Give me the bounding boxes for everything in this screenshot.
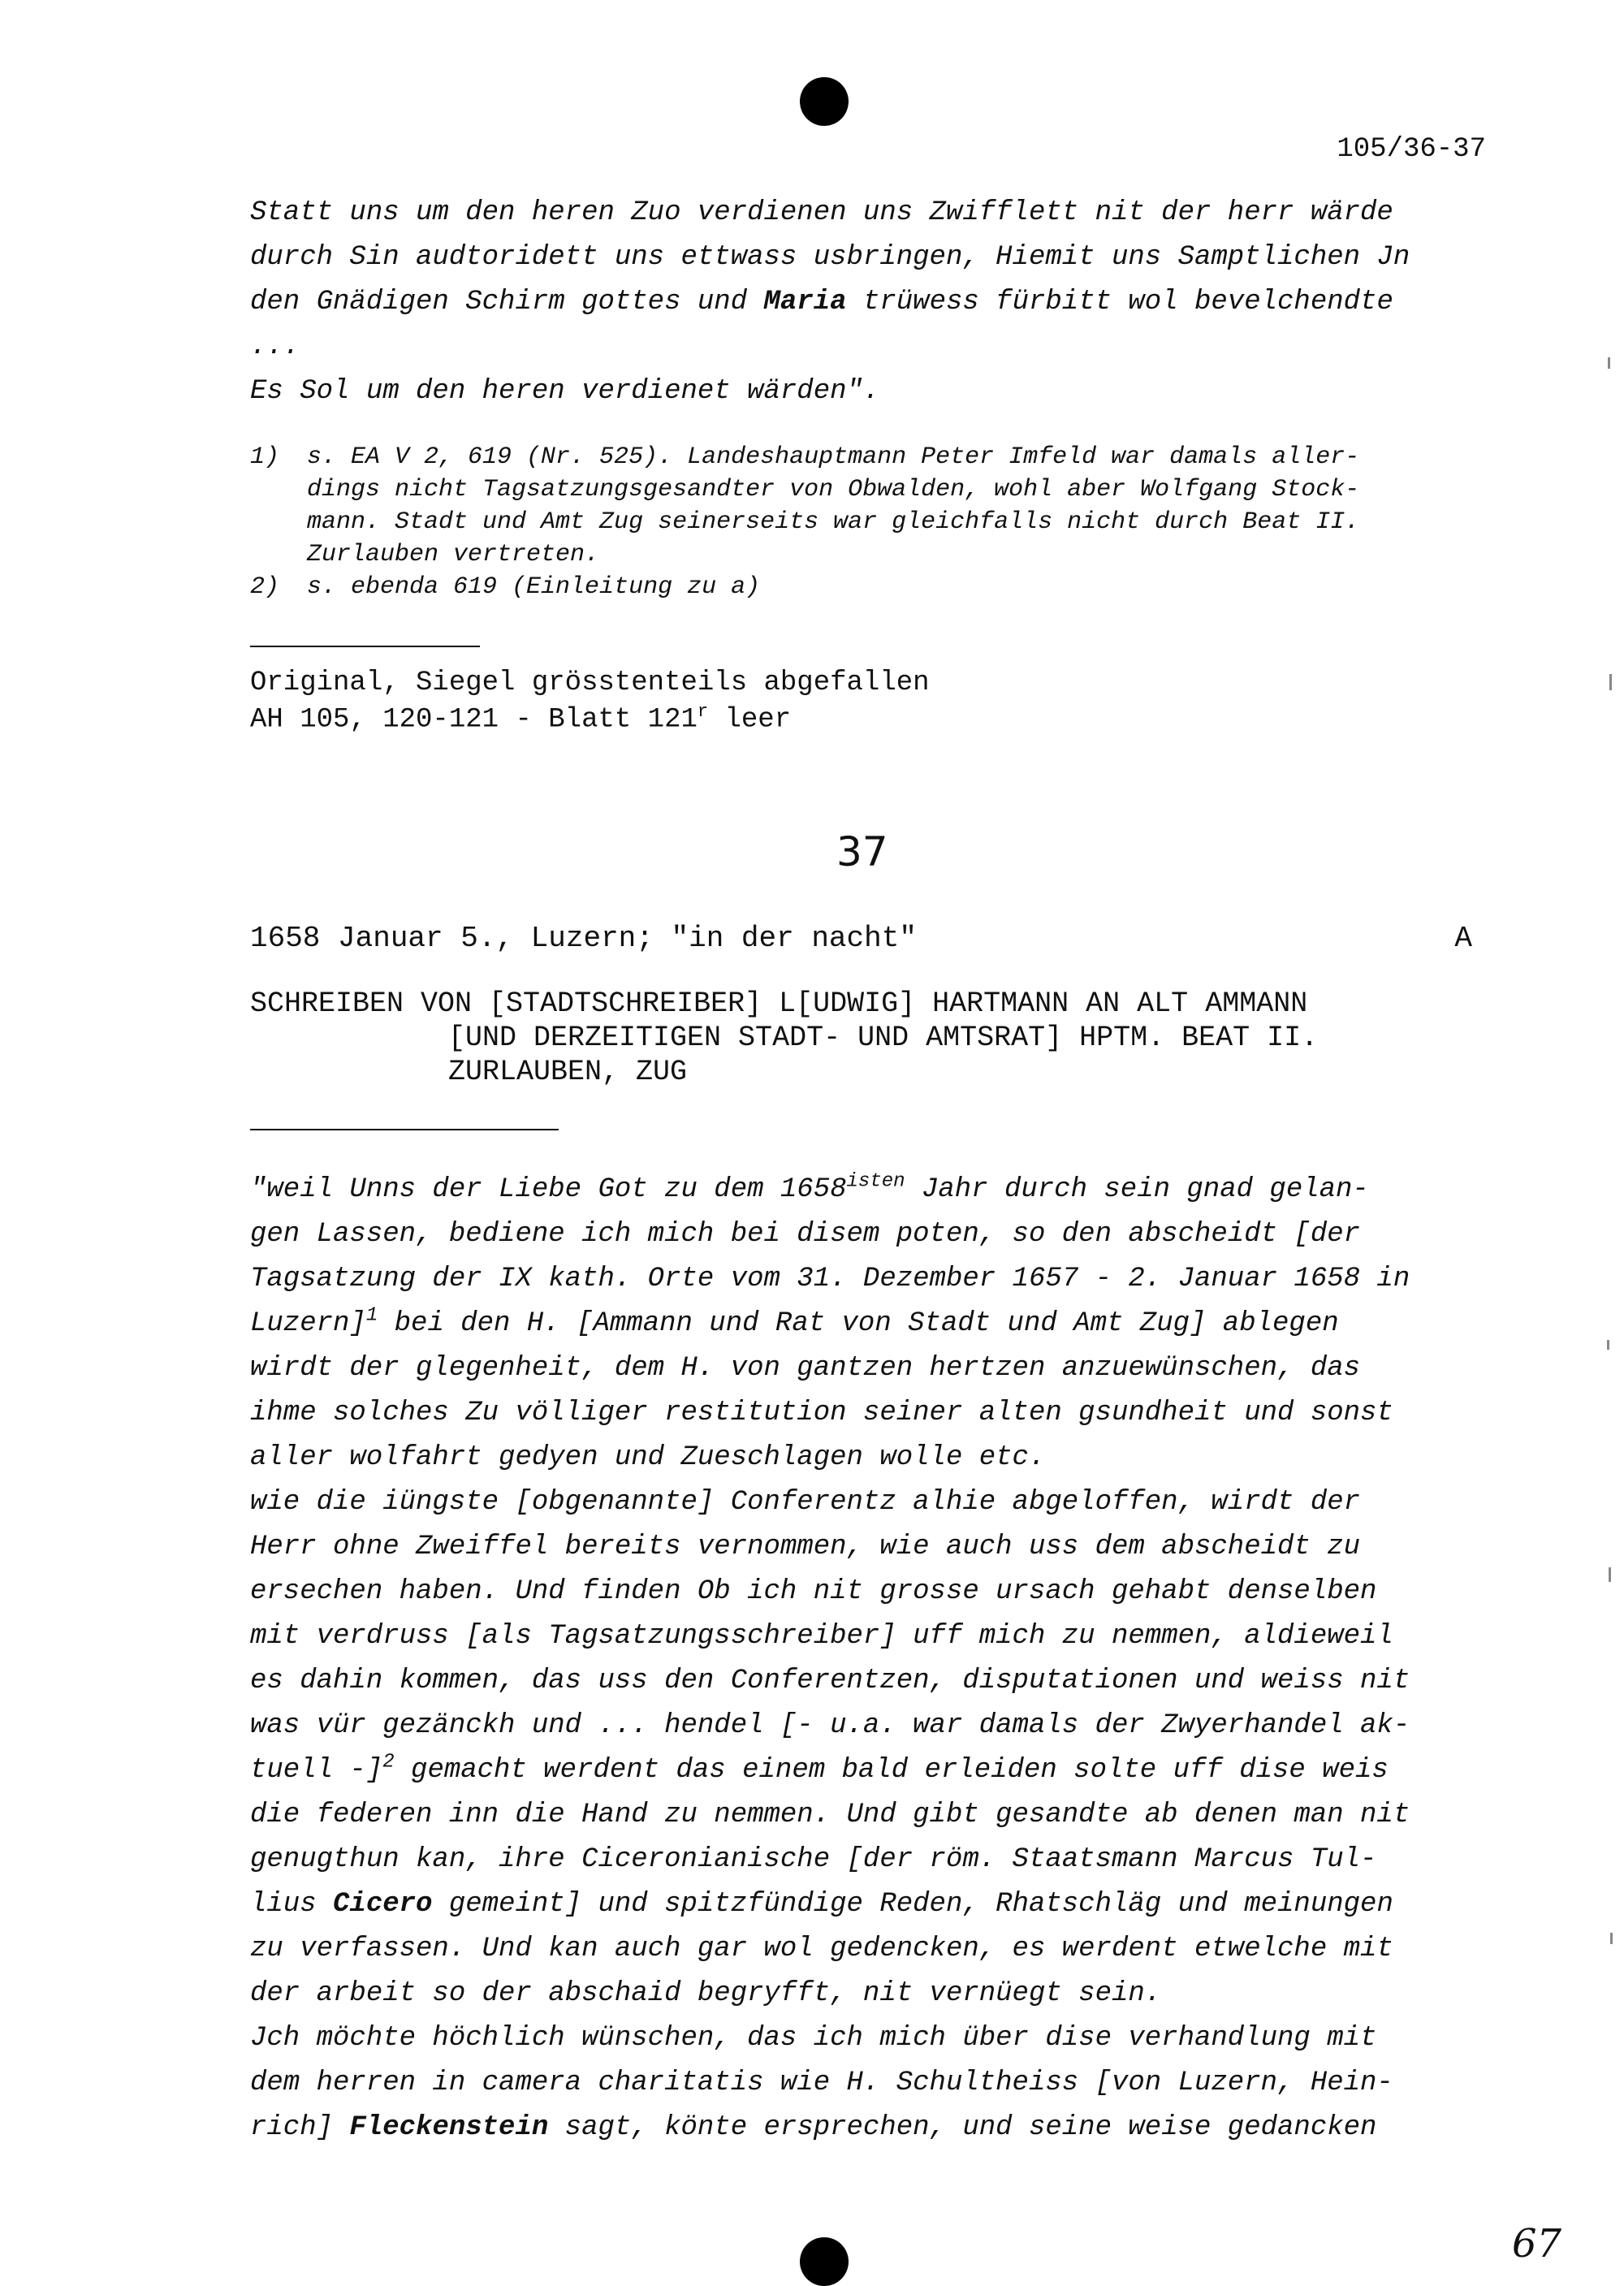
heading-line: ZURLAUBEN, ZUG xyxy=(448,1056,688,1088)
footnote-line: Zurlauben vertreten. xyxy=(307,541,600,568)
text-line xyxy=(250,1302,1517,1346)
text-line: ersechen haben. Und finden Ob ich nit grosse ursach gehabt denselben xyxy=(250,1576,1377,1607)
footnote-1 xyxy=(250,441,1517,571)
footnote-line: mann. Stadt und Amt Zug seinerseits war gleichfalls nicht durch Beat II. xyxy=(307,508,1360,536)
text-line xyxy=(250,2106,1517,2150)
text-line: ihme solches Zu völliger restitution seiner alten gsundheit und sonst xyxy=(250,1398,1393,1428)
text-line xyxy=(250,1168,1517,1212)
scan-speck xyxy=(1607,1340,1609,1350)
date-place: 1658 Januar 5., Luzern; "in der nacht" xyxy=(250,922,917,955)
text-line: die federen inn die Hand zu nemmen. Und gibt gesandte ab denen man nit xyxy=(250,1800,1410,1830)
text-line: der arbeit so der abschaid begryfft, nit vernüegt sein. xyxy=(250,1978,1162,2009)
text-span: Jahr durch sein gnad gelan- xyxy=(905,1174,1369,1205)
footnote-number: 2) xyxy=(250,573,280,601)
text-line: gen Lassen, bediene ich mich bei disem poten, so den abscheidt [der xyxy=(250,1219,1361,1250)
text-line: durch Sin audtoridett uns ettwass usbringen, Hiemit uns Samptlichen Jn xyxy=(250,242,1410,273)
text-line: Es Sol um den heren verdienet wärden". xyxy=(250,376,880,407)
handwritten-page-number: 67 xyxy=(1512,2221,1562,2267)
text-span: leer xyxy=(708,704,792,736)
bold-name: Fleckenstein xyxy=(349,2112,549,2143)
footnote-line: dings nicht Tagsatzungsgesandter von Obwalden, wohl aber Wolfgang Stock- xyxy=(307,476,1360,503)
footnote-text xyxy=(307,441,1517,571)
text-line: Statt uns um den heren Zuo verdienen uns Zwifflett nit der herr wärde xyxy=(250,197,1393,228)
quoted-paragraph-top xyxy=(250,191,1517,414)
separator-rule xyxy=(250,1129,559,1130)
text-span: lius xyxy=(250,1889,334,1920)
heading-line: SCHREIBEN VON [STADTSCHREIBER] L[UDWIG] HARTMANN AN ALT AMMANN xyxy=(250,987,1308,1020)
text-line: Jch möchte höchlich wünschen, das ich mich über dise verhandlung mit xyxy=(250,2023,1377,2054)
text-span: Luzern] xyxy=(250,1308,366,1339)
footnote-line: s. ebenda 619 (Einleitung zu a) xyxy=(307,573,761,601)
letter-body xyxy=(250,1168,1517,2150)
ellipsis-line: ... xyxy=(250,331,300,362)
footnote-ref: 2 xyxy=(382,1751,395,1774)
footnote-line: s. EA V 2, 619 (Nr. 525). Landeshauptmann Peter Imfeld war damals aller- xyxy=(307,443,1360,471)
text-span: den Gnädigen Schirm gottes und xyxy=(250,287,764,318)
bold-name: Maria xyxy=(763,287,847,318)
dateline xyxy=(250,922,1472,955)
separator-rule xyxy=(250,646,480,647)
punch-hole-top xyxy=(800,77,849,126)
source-line xyxy=(250,698,930,734)
scan-speck xyxy=(1609,1567,1611,1582)
bold-name: Cicero xyxy=(333,1889,433,1920)
text-line: was vür gezänckh und ... hendel [- u.a. war damals der Zwyerhandel ak- xyxy=(250,1710,1410,1741)
text-line xyxy=(250,280,1517,325)
text-span: gemacht werdent das einem bald erleiden solte uff dise weis xyxy=(394,1755,1389,1786)
text-span: "weil Unns der Liebe Got zu dem 1658 xyxy=(250,1174,847,1205)
text-line: mit verdruss [als Tagsatzungsschreiber] uff mich zu nemmen, aldieweil xyxy=(250,1621,1393,1652)
text-line: zu verfassen. Und kan auch gar wol gedencken, es werdent etwelche mit xyxy=(250,1934,1393,1964)
heading-line: [UND DERZEITIGEN STADT- UND AMTSRAT] HPTM. BEAT II. xyxy=(448,1022,1319,1054)
text-line xyxy=(250,1882,1517,1927)
text-line: wie die iüngste [obgenannte] Conferentz alhie abgeloffen, wirdt der xyxy=(250,1487,1361,1518)
text-span: AH 105, 120-121 - Blatt 121 xyxy=(250,704,698,736)
text-span: bei den H. [Ammann und Rat von Stadt und Amt Zug] ablegen xyxy=(378,1308,1339,1339)
source-line: Original, Siegel grösstenteils abgefallen xyxy=(250,668,930,698)
text-line: genugthun kan, ihre Ciceronianische [der röm. Staatsmann Marcus Tul- xyxy=(250,1844,1377,1875)
punch-hole-bottom xyxy=(800,2237,849,2286)
text-line: aller wolfahrt gedyen und Zueschlagen wolle etc. xyxy=(250,1442,1046,1473)
scan-speck xyxy=(1608,357,1610,369)
reference-number: 105/36-37 xyxy=(1337,134,1486,165)
superscript: isten xyxy=(846,1170,905,1193)
text-span: trüwess fürbitt wol bevelchendte xyxy=(846,287,1393,318)
text-line: dem herren in camera charitatis wie H. Schultheiss [von Luzern, Hein- xyxy=(250,2068,1393,2098)
document-heading xyxy=(250,987,1318,1089)
document-number: 37 xyxy=(836,828,888,875)
text-line: es dahin kommen, das uss den Conferentzen, disputationen und weiss nit xyxy=(250,1666,1410,1696)
footnote-2 xyxy=(250,571,1517,603)
scan-speck xyxy=(1609,674,1612,690)
document-letter: A xyxy=(1454,922,1472,955)
footnotes xyxy=(250,441,1517,603)
footnote-number: 1) xyxy=(250,443,280,471)
text-line: Tagsatzung der IX kath. Orte vom 31. Dezember 1657 - 2. Januar 1658 in xyxy=(250,1264,1410,1294)
text-span: tuell -] xyxy=(250,1755,383,1786)
source-note xyxy=(250,668,930,734)
text-span: gemeint] und spitzfündige Reden, Rhatschläg und meinungen xyxy=(432,1889,1393,1920)
text-span: rich] xyxy=(250,2112,350,2143)
footnote-ref: 1 xyxy=(365,1304,378,1327)
text-line: wirdt der glegenheit, dem H. von gantzen hertzen anzuewünschen, das xyxy=(250,1353,1361,1384)
scan-speck xyxy=(1610,1933,1613,1944)
superscript: r xyxy=(697,702,709,722)
text-span: sagt, könte ersprechen, und seine weise gedancken xyxy=(548,2112,1377,2143)
text-line xyxy=(250,1748,1517,1793)
text-line: Herr ohne Zweiffel bereits vernommen, wie auch uss dem abscheidt zu xyxy=(250,1532,1361,1562)
